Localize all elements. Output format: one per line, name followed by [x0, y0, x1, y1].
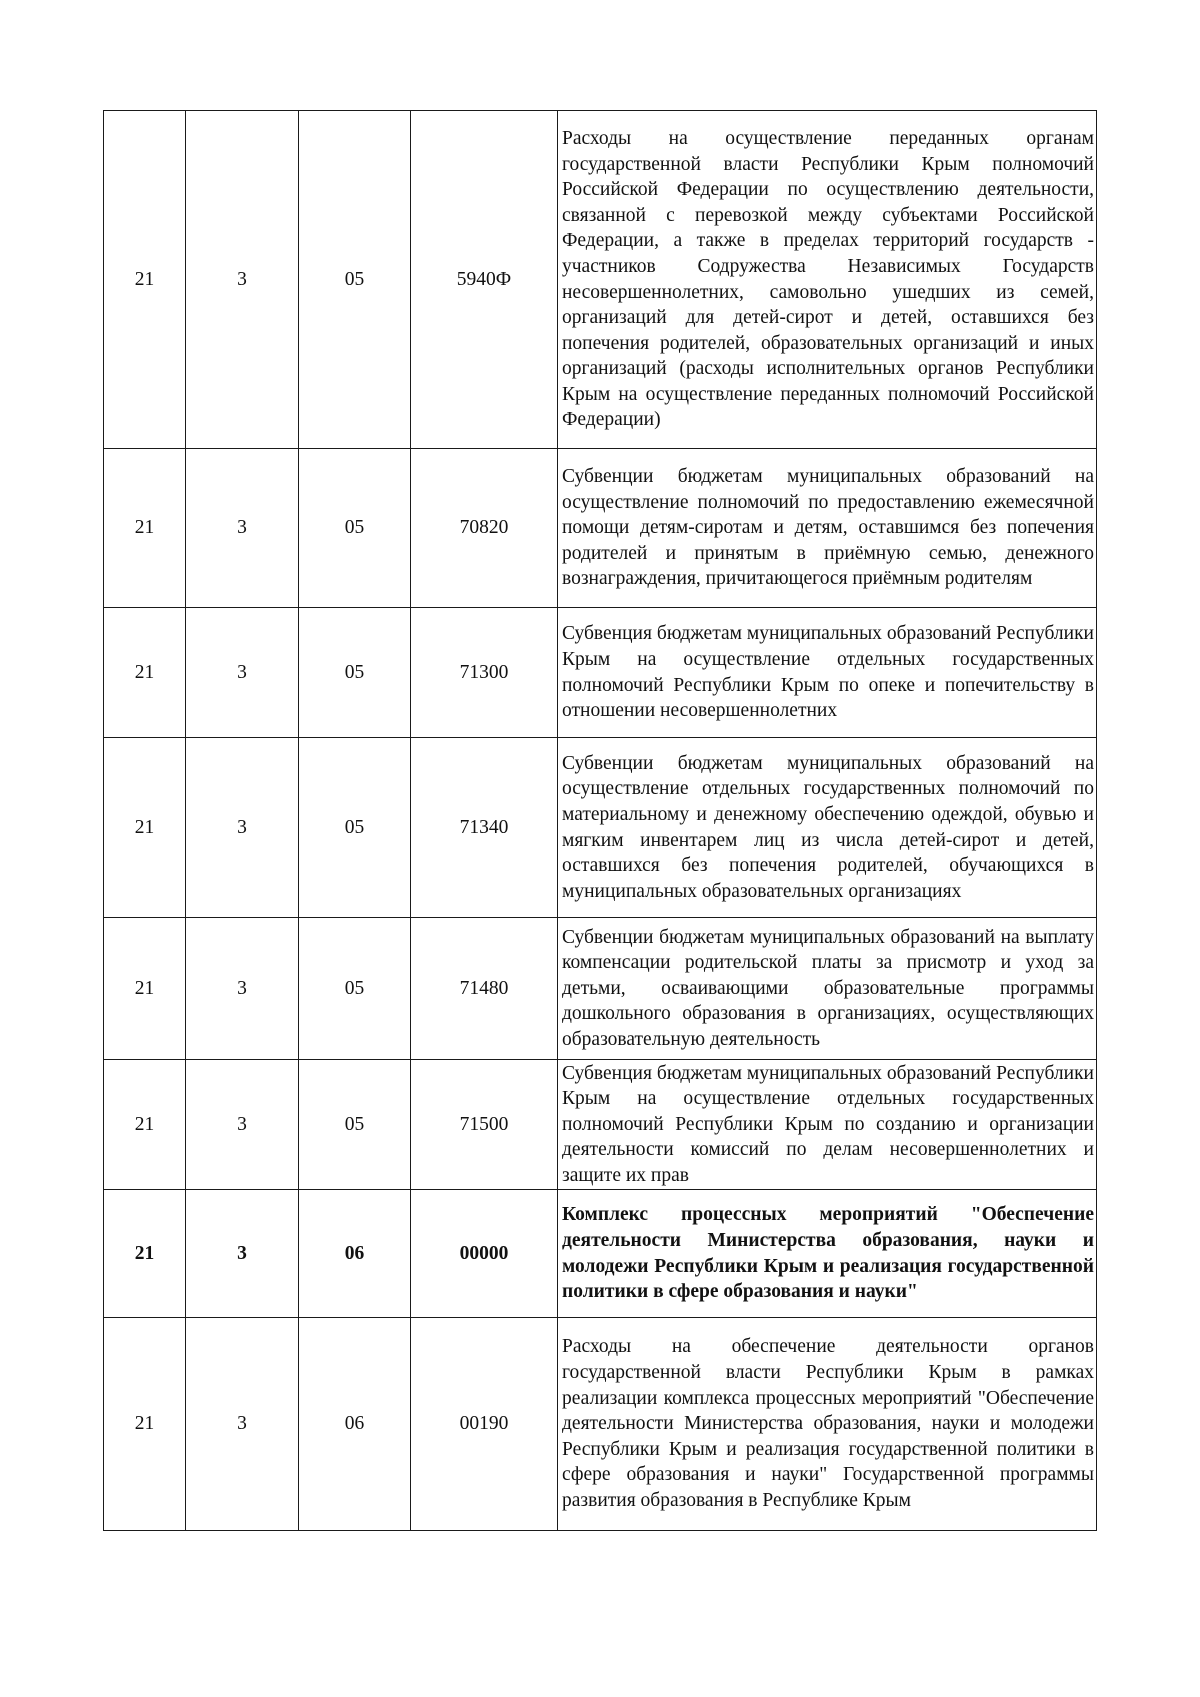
subprogram-code-cell: 3 [186, 449, 299, 608]
table-row [104, 1060, 1097, 1190]
description-cell: Субвенция бюджетам муниципальных образований Республики Крым на осуществление отдельных государственных полномочий Республики Крым по созданию и организации деятельности комиссий по делам несовершеннолетних и защите их прав [558, 1060, 1097, 1190]
activity-code-cell: 05 [299, 449, 411, 608]
subprogram-code-cell: 3 [186, 1190, 299, 1318]
description-cell: Расходы на обеспечение деятельности органов государственной власти Республики Крым в рамках реализации комплекса процессных мероприятий "Обеспечение деятельности Министерства образования, науки и молодежи Республики Крым и реализация государственной политики в сфере образования и науки" Государственной программы развития образования в Республике Крым [558, 1318, 1097, 1531]
direction-code-cell: 70820 [411, 449, 558, 608]
direction-code-cell: 71340 [411, 738, 558, 918]
table-row [104, 1318, 1097, 1531]
subprogram-code-cell: 3 [186, 111, 299, 449]
subprogram-code-cell: 3 [186, 608, 299, 738]
activity-code-cell: 05 [299, 918, 411, 1060]
activity-code-cell: 05 [299, 111, 411, 449]
direction-code-cell: 71500 [411, 1060, 558, 1190]
subprogram-code-cell: 3 [186, 918, 299, 1060]
activity-code-cell: 06 [299, 1190, 411, 1318]
budget-code-table [103, 110, 1097, 1531]
subprogram-code-cell: 3 [186, 738, 299, 918]
table-row-section-heading [104, 1190, 1097, 1318]
activity-code-cell: 05 [299, 1060, 411, 1190]
subprogram-code-cell: 3 [186, 1060, 299, 1190]
program-code-cell: 21 [104, 1318, 186, 1531]
program-code-cell: 21 [104, 1060, 186, 1190]
table-row [104, 608, 1097, 738]
direction-code-cell: 71300 [411, 608, 558, 738]
description-cell: Субвенции бюджетам муниципальных образований на осуществление полномочий по предоставлению ежемесячной помощи детям-сиротам и детям, оставшимся без попечения родителей и принятым в приёмную семью, денежного вознаграждения, причитающегося приёмным родителям [558, 449, 1097, 608]
direction-code-cell: 5940Ф [411, 111, 558, 449]
table-row [104, 738, 1097, 918]
activity-code-cell: 05 [299, 738, 411, 918]
description-cell: Субвенция бюджетам муниципальных образований Республики Крым на осуществление отдельных государственных полномочий Республики Крым по опеке и попечительству в отношении несовершеннолетних [558, 608, 1097, 738]
program-code-cell: 21 [104, 918, 186, 1060]
direction-code-cell: 00190 [411, 1318, 558, 1531]
direction-code-cell: 71480 [411, 918, 558, 1060]
table-row [104, 111, 1097, 449]
program-code-cell: 21 [104, 111, 186, 449]
description-cell: Субвенции бюджетам муниципальных образований на выплату компенсации родительской платы за присмотр и уход за детьми, осваивающими образовательные программы дошкольного образования в организациях, осуществляющих образовательную деятельность [558, 918, 1097, 1060]
description-cell: Субвенции бюджетам муниципальных образований на осуществление отдельных государственных полномочий по материальному и денежному обеспечению одеждой, обувью и мягким инвентарем лиц из числа детей-сирот и детей, оставшихся без попечения родителей, обучающихся в муниципальных образовательных организациях [558, 738, 1097, 918]
description-cell: Комплекс процессных мероприятий "Обеспечение деятельности Министерства образования, науки и молодежи Республики Крым и реализация государственной политики в сфере образования и науки" [558, 1190, 1097, 1318]
program-code-cell: 21 [104, 608, 186, 738]
program-code-cell: 21 [104, 449, 186, 608]
table-row [104, 918, 1097, 1060]
activity-code-cell: 06 [299, 1318, 411, 1531]
program-code-cell: 21 [104, 1190, 186, 1318]
description-cell: Расходы на осуществление переданных органам государственной власти Республики Крым полномочий Российской Федерации по осуществлению деятельности, связанной с перевозкой между субъектами Российской Федерации, а также в пределах территорий государств - участников Содружества Независимых Государств несовершеннолетних, самовольно ушедших из семей, организаций для детей-сирот и детей, оставшихся без попечения родителей, образовательных организаций и иных организаций (расходы исполнительных органов Республики Крым на осуществление переданных полномочий Российской Федерации) [558, 111, 1097, 449]
subprogram-code-cell: 3 [186, 1318, 299, 1531]
table-row [104, 449, 1097, 608]
direction-code-cell: 00000 [411, 1190, 558, 1318]
program-code-cell: 21 [104, 738, 186, 918]
activity-code-cell: 05 [299, 608, 411, 738]
